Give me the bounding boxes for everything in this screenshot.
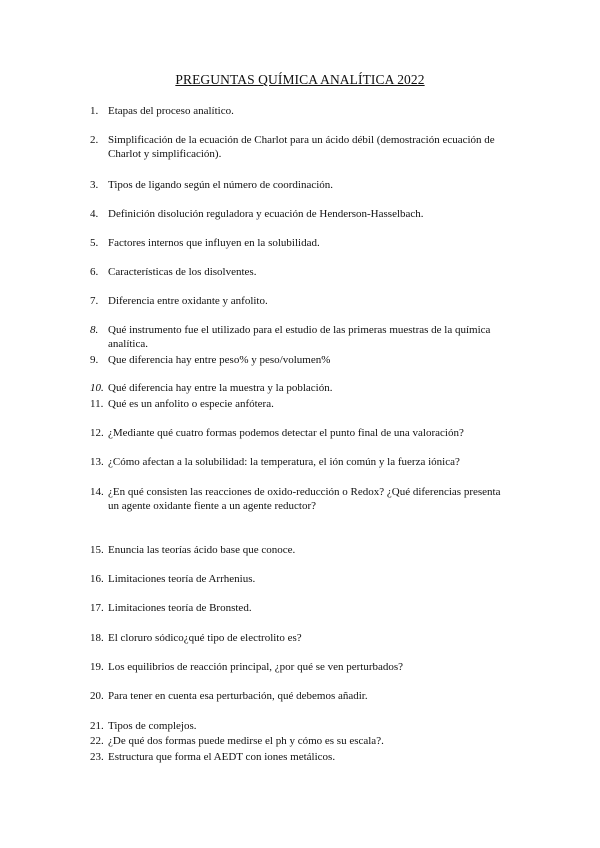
question-number: 22. [90,735,104,747]
question-number: 6. [90,266,99,278]
question-text: Los equilibrios de reacción principal, ¿por qué se ven perturbados? [108,661,404,673]
question-number: 5. [90,237,99,249]
question-text: Simplificación de la ecuación de Charlot para un ácido débil (demostración ecuación de Charlot y simplificación). [108,134,495,160]
question-text: Características de los disolventes. [108,266,257,278]
question-text: Qué es un anfolito o especie anfótera. [108,398,274,410]
question-number: 18. [90,632,104,644]
question-item [90,750,510,764]
question-text: ¿Mediante qué cuatro formas podemos detectar el punto final de una valoración? [108,427,464,439]
question-text: Que diferencia hay entre peso% y peso/volumen% [108,354,331,366]
question-number: 2. [90,134,99,146]
question-item [90,207,510,221]
question-item [90,133,510,161]
question-item [90,353,510,367]
question-text: Enuncia las teorías ácido base que conoce. [108,544,296,556]
question-item [90,660,510,674]
question-number: 21. [90,720,104,732]
question-item [90,485,510,513]
question-item [90,689,510,703]
question-text: ¿De qué dos formas puede medirse el ph y cómo es su escala?. [108,735,384,747]
question-item [90,104,510,118]
document-title: PREGUNTAS QUÍMICA ANALÍTICA 2022 [175,72,425,87]
question-number: 16. [90,573,104,585]
question-text: Qué instrumento fue el utilizado para el estudio de las primeras muestras de la química analítica. [108,324,491,350]
question-number: 1. [90,105,99,117]
question-text: Qué diferencia hay entre la muestra y la población. [108,382,333,394]
question-item [90,323,510,351]
question-number: 9. [90,354,99,366]
question-text: Tipos de complejos. [108,720,197,732]
question-item [90,734,510,748]
question-number: 14. [90,486,104,498]
question-item [90,455,510,469]
question-text: Etapas del proceso analítico. [108,105,234,117]
question-item [90,294,510,308]
question-number: 7. [90,295,99,307]
question-text: Tipos de ligando según el número de coordinación. [108,179,334,191]
question-text: Limitaciones teoría de Bronsted. [108,602,252,614]
question-text: Diferencia entre oxidante y anfolito. [108,295,268,307]
question-text: Estructura que forma el AEDT con iones metálicos. [108,751,336,763]
question-number: 3. [90,179,99,191]
question-text: Definición disolución reguladora y ecuación de Henderson-Hasselbach. [108,208,424,220]
question-item [90,719,510,733]
question-text: Para tener en cuenta esa perturbación, qué debemos añadir. [108,690,368,702]
question-text: Factores internos que influyen en la solubilidad. [108,237,320,249]
question-number: 10. [90,382,104,394]
question-item [90,543,510,557]
question-number: 12. [90,427,104,439]
question-item [90,601,510,615]
question-number: 20. [90,690,104,702]
question-number: 4. [90,208,99,220]
question-item [90,631,510,645]
question-item [90,426,510,440]
question-item [90,236,510,250]
question-item [90,572,510,586]
question-number: 19. [90,661,104,673]
question-item [90,265,510,279]
question-text: ¿Cómo afectan a la solubilidad: la temperatura, el ión común y la fuerza iónica? [108,456,460,468]
question-item [90,178,510,192]
question-number: 13. [90,456,104,468]
question-text: Limitaciones teoría de Arrhenius. [108,573,256,585]
question-number: 23. [90,751,104,763]
question-text: El cloruro sódico¿qué tipo de electrolito es? [108,632,302,644]
question-number: 11. [90,398,104,410]
question-number: 17. [90,602,104,614]
question-item [90,397,510,411]
question-number: 15. [90,544,104,556]
question-number: 8. [90,324,99,336]
question-text: ¿En qué consisten las reacciones de oxido-reducción o Redox? ¿Qué diferencias presenta un agente oxidante fiente a un agente reductor? [108,486,501,512]
question-item [90,381,510,395]
